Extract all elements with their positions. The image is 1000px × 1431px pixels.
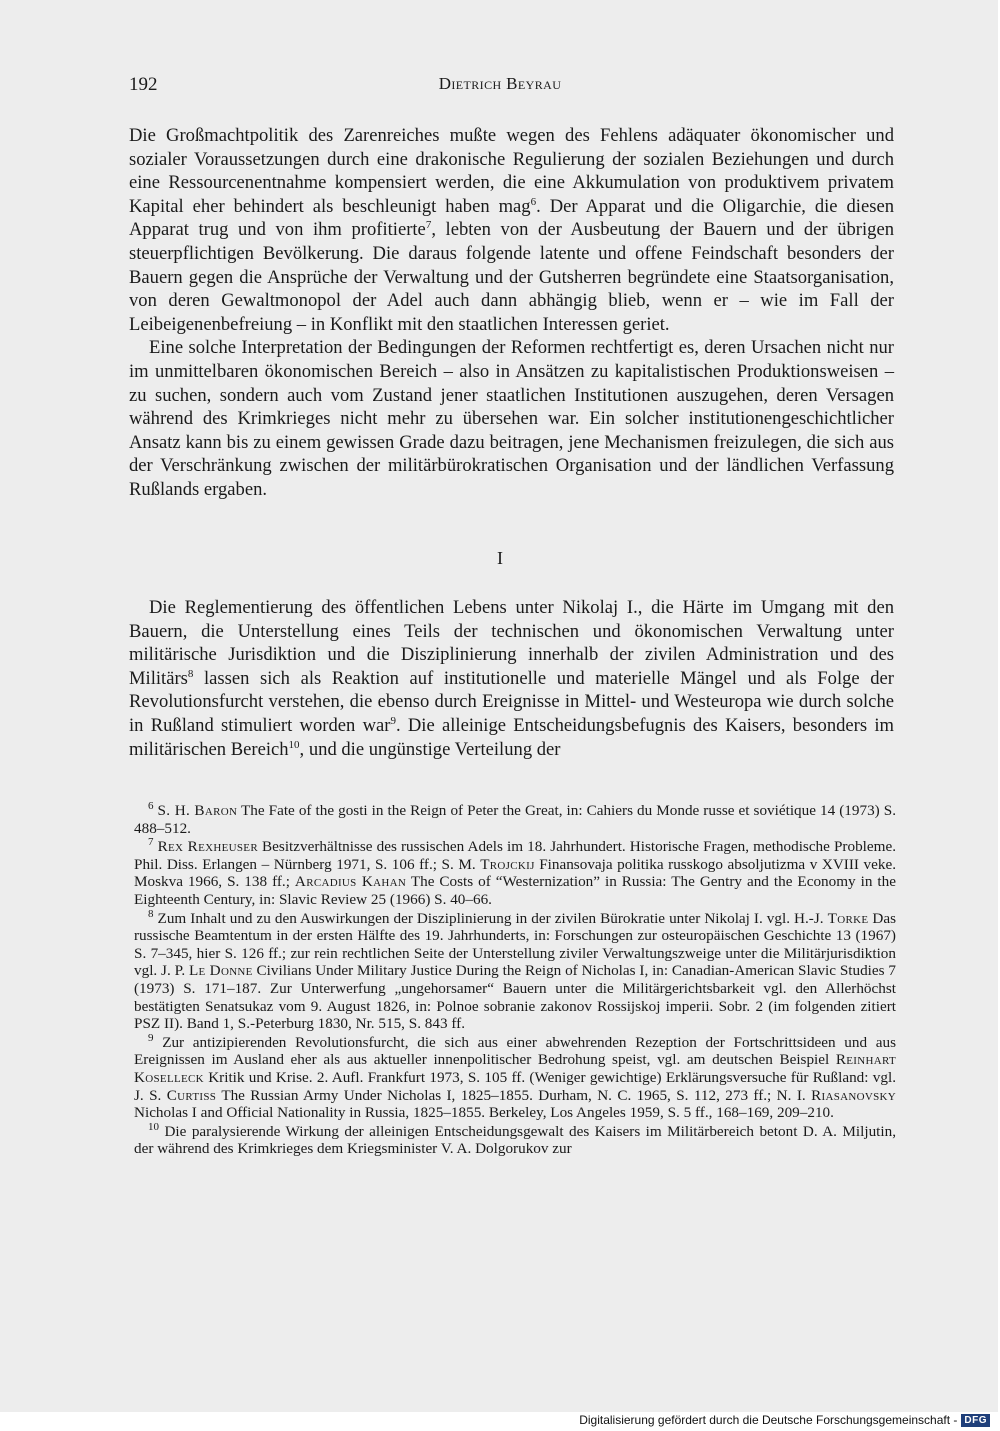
section-text — [129, 596, 894, 761]
footnote-text: Zum Inhalt und zu den Auswirkungen der Disziplinierung in der zivilen Bürokratie unter Nikolaj I. vgl. H.-J. — [157, 909, 828, 927]
credit-text: Digitalisierung gefördert durch die Deutsche Forschungsgemeinschaft - — [579, 1413, 958, 1427]
paragraph-1 — [129, 124, 894, 336]
footnote-author: Torke — [827, 909, 869, 927]
footnote-author: Arcadius Kahan — [294, 873, 407, 891]
footnote-text: Civilians Under Military Justice During the Reign of Nicholas I, in: Canadian-American Slavic Studies 7 (1973) S. 171–187. Zur Unterwerfung „ungehorsamer“ Bauern unter die Militärgerichtsbarkeit vgl. den Allerhöchst bestätigten Senatsukaz vom 9. August 1826, in: Polnoe sobranie zakonov Rossijskoj imperii. Sobr. 2 (im folgenden zitiert PSZ II). Band 1, S.-Peterburg 1830, Nr. 515, S. 843 ff. — [134, 962, 896, 1033]
footnote-ref-9[interactable]: 9 — [390, 714, 396, 727]
footnote-text: The Fate of the gosti in the Reign of Peter the Great, in: Cahiers du Monde russe et soviétique 14 (1973) S. 488–512. — [134, 802, 897, 837]
dfg-logo: DFG — [961, 1414, 990, 1427]
footnote-text: Zur antizipierenden Revolutionsfurcht, die sich aus einer abwehrenden Rezeption der Fortschrittsideen und aus Ereignissen im Ausland eher als aus aktueller innenpolitischer Bedrohung speist, vgl. am deutschen Beispiel — [134, 1033, 897, 1069]
footnote-number: 10 — [148, 1120, 159, 1133]
footnotes — [134, 799, 897, 1159]
footnote-8 — [134, 907, 897, 1033]
paragraph-3 — [129, 596, 894, 761]
footnote-author: Rex Rexheuser — [157, 838, 258, 856]
footnote-ref-7[interactable]: 7 — [425, 219, 432, 232]
footnote-ref-10[interactable]: 10 — [288, 738, 300, 751]
running-head: Dietrich Beyrau — [438, 74, 562, 93]
main-text — [129, 124, 894, 502]
footnote-number: 6 — [148, 799, 154, 812]
paragraph-text: . Die alleinige Entscheidungsbefugnis des Kaisers, besonders im militärischen Bereich — [129, 714, 894, 760]
footnote-author: Reinhart Koselleck — [134, 1051, 896, 1086]
paragraph-text: Die Reglementierung des öffentlichen Lebens unter Nikolaj I., die Härte im Umgang mit den Bauern, die Unterstellung eines Teils der technischen und ökonomischen Verwaltung unter militärische Jurisdiktion und die Disziplinierung innerhalb der zivilen Administration und des Militärs — [129, 597, 894, 689]
footnote-text: Kritik und Krise. 2. Aufl. Frankfurt 1973, S. 105 ff. (Weniger gewichtige) Erklärungsversuche für Rußland: vgl. J. S. — [134, 1068, 896, 1104]
footnote-6 — [134, 799, 897, 837]
footnote-author: Trojckij — [480, 855, 535, 873]
footnote-text: Finansovaja politika russkogo absoljutizma v XVIII veke. Moskva 1966, S. 138 ff.; — [134, 855, 896, 891]
paragraph-text: , und die ungünstige Verteilung der — [299, 738, 561, 760]
footnote-text: The Russian Army Under Nicholas I, 1825–1855. Durham, N. C. 1965, S. 112, 273 ff.; N. I. — [216, 1086, 812, 1104]
footnote-ref-6[interactable]: 6 — [530, 195, 537, 208]
footnote-number: 7 — [148, 836, 154, 849]
footnote-author: Le Donne — [188, 962, 253, 980]
footnote-author: S. H. Baron — [157, 802, 238, 819]
section-heading: I — [497, 548, 503, 568]
footnote-text: Besitzverhältnisse des russischen Adels im 18. Jahrhundert. Historische Fragen, methodische Probleme. Phil. Diss. Erlangen – Nürnberg 1971, S. 106 ff.; S. M. — [134, 838, 896, 873]
page-number: 192 — [129, 74, 158, 95]
paragraph-text: lassen sich als Reaktion auf institutionelle und materielle Mängel und als Folge der Revolutionsfurcht verstehen, die ebenso durch Ereignisse in Mittel- und Westeuropa wie durch solche in Rußland stimuliert worden war — [129, 667, 894, 736]
footnote-9 — [134, 1031, 897, 1122]
footnote-text: Die paralysierende Wirkung der alleinigen Entscheidungsgewalt des Kaisers im Militärbereich betont D. A. Miljutin, der während des Krimkrieges dem Kriegsminister V. A. Dolgorukov zur — [134, 1122, 897, 1158]
footnote-text: The Costs of “Westernization” in Russia: The Gentry and the Economy in the Eighteenth Century, in: Slavic Review 25 (1966) S. 40–66. — [134, 873, 896, 908]
paragraph-text: , lebten von der Ausbeutung der Bauern und der übrigen steuerpflichtigen Bevölkerung. Die daraus folgende latente und offene Feindschaft besonders der Bauern gegen die Ansprüche der Verwaltung und der Gutsherren begründete eine Staatsorganisation, von deren Gewaltmonopol der Adel auch dann abhängig blieb, wenn er – wie im Fall der Leibeigenenbefreiung – in Konflikt mit den staatlichen Interessen geriet. — [129, 219, 894, 335]
footnote-text: Nicholas I and Official Nationality in Russia, 1825–1855. Berkeley, Los Angeles 1959, S. 5 ff., 168–169, 209–210. — [134, 1104, 834, 1122]
footnote-text: Das russische Beamtentum in der ersten Hälfte des 19. Jahrhunderts, in: Forschungen zur osteuropäischen Geschichte 13 (1967) S. 7–345, hier S. 126 ff.; zur rein rechtlichen Seite der Unterstellung ziviler Verwaltungszweige unter die Militärjurisdiktion vgl. J. P. — [134, 909, 897, 980]
digitization-credit — [579, 1413, 990, 1427]
footnote-author: Riasanovsky — [811, 1086, 896, 1104]
footnote-7 — [134, 838, 896, 908]
paragraph-text: . Der Apparat und die Oligarchie, die diesen Apparat trug und von ihm profitierte — [129, 195, 894, 241]
footnote-author: Curtiss — [166, 1086, 217, 1104]
footnote-10 — [134, 1120, 897, 1158]
paragraph-2: Eine solche Interpretation der Bedingungen der Reformen rechtfertigt es, deren Ursachen nicht nur im unmittelbaren ökonomischen Bereich – also in Ansätzen zu kapitalistischen Produktionsweisen – zu suchen, sondern auch vom Zustand jener staatlichen Institutionen auszugehen, deren Versagen während des Krimkrieges nicht mehr zu übersehen war. Ein solcher institutionengeschichtlicher Ansatz kann bis zu einem gewissen Grade dazu beitragen, jene Mechanismen freizulegen, die sich aus der Verschränkung zwischen der militärbürokratischen Organisation und der ländlichen Verfassung Rußlands ergaben. — [129, 337, 894, 500]
paragraph-text: Die Großmachtpolitik des Zarenreiches mußte wegen des Fehlens adäquater ökonomischer und sozialer Voraussetzungen durch eine drakonische Regulierung der sozialen Beziehungen und durch eine Ressourcenentnahme kompensiert werden, die eine Akkumulation von produktivem privatem Kapital eher behindert als beschleunigt haben mag — [129, 125, 894, 217]
footnote-number: 8 — [148, 907, 154, 920]
footnote-number: 9 — [148, 1031, 154, 1044]
footnote-ref-8[interactable]: 8 — [187, 667, 194, 680]
